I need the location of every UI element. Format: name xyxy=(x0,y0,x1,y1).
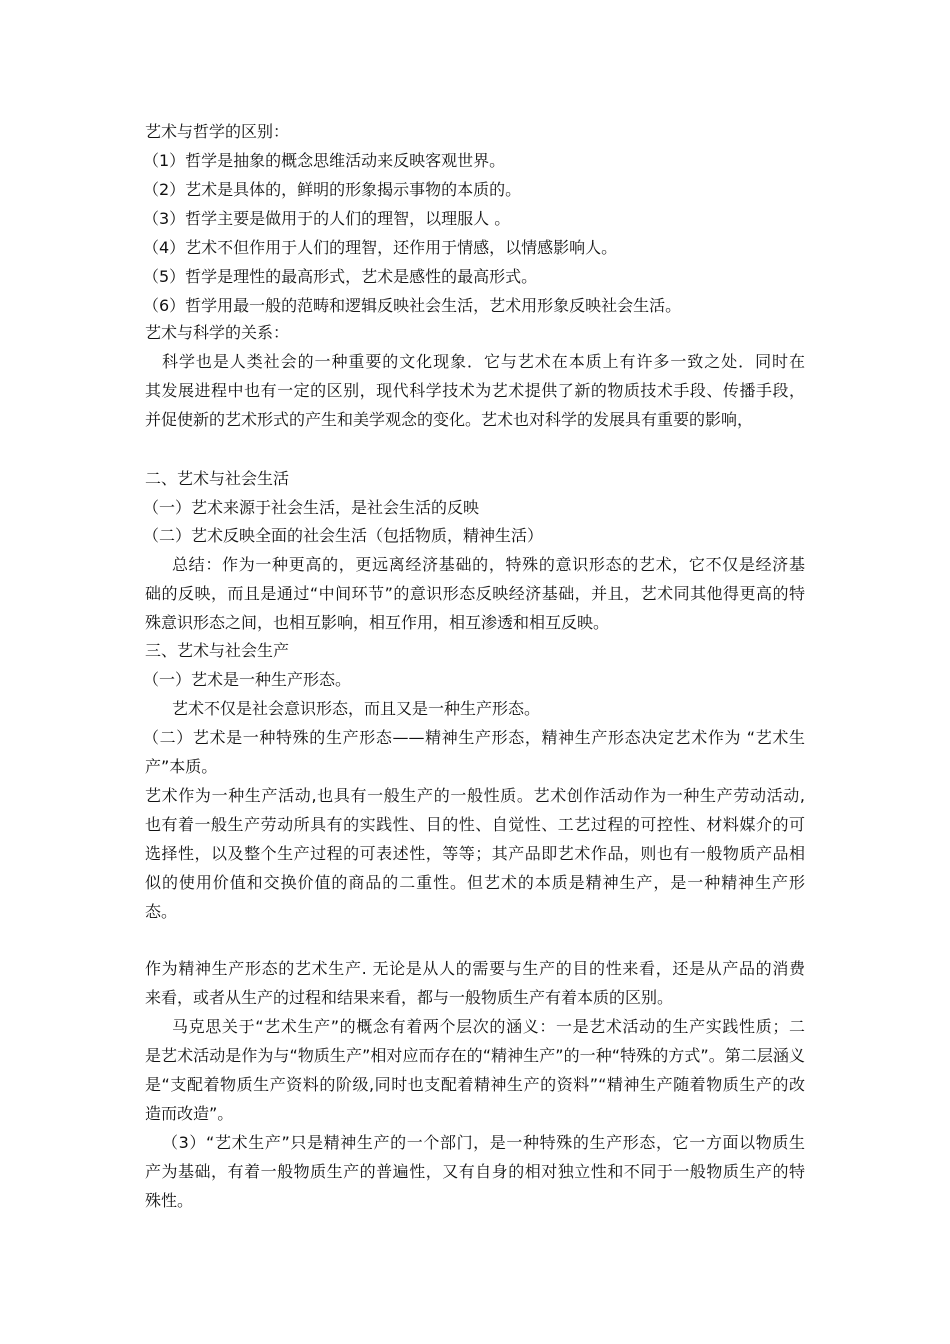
list-item: （6）哲学用最一般的范畴和逻辑反映社会生活，艺术用形象反映社会生活。 xyxy=(143,296,682,315)
paragraph-line: 态。 xyxy=(145,902,178,921)
list-item: （4）艺术不但作用于人们的理智，还作用于情感，以情感影响人。 xyxy=(143,238,618,257)
paragraph-line: 选择性，以及整个生产过程的可表述性，等等；其产品即艺术作品，则也有一般物质产品相 xyxy=(145,844,805,863)
paragraph-line: 产”本质。 xyxy=(145,757,218,776)
list-item: （一）艺术是一种生产形态。 xyxy=(143,670,352,689)
list-item: （3）哲学主要是做用于的人们的理智，以理服人 。 xyxy=(143,209,511,228)
list-item: （二）艺术反映全面的社会生活（包括物质，精神生活） xyxy=(143,526,544,545)
paragraph-line: 并促使新的艺术形式的产生和美学观念的变化。艺术也对科学的发展具有重要的影响， xyxy=(145,410,754,429)
paragraph-line: 础的反映，而且是通过“中间环节”的意识形态反映经济基础，并且，艺术同其他得更高的特 xyxy=(145,584,805,603)
paragraph-line: 总结：作为一种更高的，更远离经济基础的，特殊的意识形态的艺术，它不仅是经济基 xyxy=(172,555,805,574)
paragraph-line: 殊性。 xyxy=(145,1191,194,1210)
section-heading-2: 二、艺术与社会生活 xyxy=(145,469,290,488)
heading-art-and-science: 艺术与科学的关系： xyxy=(145,323,290,342)
list-item: （2）艺术是具体的，鲜明的形象揭示事物的本质的。 xyxy=(143,180,522,199)
paragraph-line: 艺术不仅是社会意识形态，而且又是一种生产形态。 xyxy=(172,699,541,718)
list-item: （5）哲学是理性的最高形式，艺术是感性的最高形式。 xyxy=(143,267,538,286)
paragraph-line: 产为基础，有着一般物质生产的普遍性，又有自身的相对独立性和不同于一般物质生产的特 xyxy=(145,1162,805,1181)
heading-art-vs-philosophy: 艺术与哲学的区别： xyxy=(145,122,290,141)
paragraph-line: 是艺术活动是作为与“物质生产”相对应而存在的“精神生产”的一种“特殊的方式”。第二层涵义 xyxy=(145,1046,805,1065)
paragraph-line: 是“支配着物质生产资料的阶级,同时也支配着精神生产的资料”“精神生产随着物质生产的改 xyxy=(145,1075,805,1094)
list-item: （二）艺术是一种特殊的生产形态——精神生产形态，精神生产形态决定艺术作为 “艺术生 xyxy=(143,728,805,747)
paragraph-line: 来看，或者从生产的过程和结果来看，都与一般物质生产有着本质的区别。 xyxy=(145,988,674,1007)
paragraph-line: 作为精神生产形态的艺术生产. 无论是从人的需要与生产的目的性来看，还是从产品的消费 xyxy=(145,959,805,978)
section-heading-3: 三、艺术与社会生产 xyxy=(145,641,290,660)
paragraph-line: 科学也是人类社会的一种重要的文化现象．它与艺术在本质上有许多一致之处．同时在 xyxy=(162,352,805,371)
paragraph-line: 其发展进程中也有一定的区别，现代科学技术为艺术提供了新的物质技术手段、传播手段， xyxy=(145,381,805,400)
list-item: （一）艺术来源于社会生活，是社会生活的反映 xyxy=(143,498,480,517)
paragraph-line: 艺术作为一种生产活动,也具有一般生产的一般性质。艺术创作活动作为一种生产劳动活动, xyxy=(145,786,805,805)
paragraph-line: 殊意识形态之间，也相互影响，相互作用，相互渗透和相互反映。 xyxy=(145,613,610,632)
paragraph-line: 马克思关于“艺术生产”的概念有着两个层次的涵义：一是艺术活动的生产实践性质；二 xyxy=(172,1017,805,1036)
paragraph-line: 也有着一般生产劳动所具有的实践性、目的性、自觉性、工艺过程的可控性、材料媒介的可 xyxy=(145,815,805,834)
paragraph-line: 似的使用价值和交换价值的商品的二重性。但艺术的本质是精神生产，是一种精神生产形 xyxy=(145,873,805,892)
paragraph-line: （3）“艺术生产”只是精神生产的一个部门，是一种特殊的生产形态，它一方面以物质生 xyxy=(162,1133,805,1152)
paragraph-line: 造而改造”。 xyxy=(145,1104,234,1123)
list-item: （1）哲学是抽象的概念思维活动来反映客观世界。 xyxy=(143,151,506,170)
